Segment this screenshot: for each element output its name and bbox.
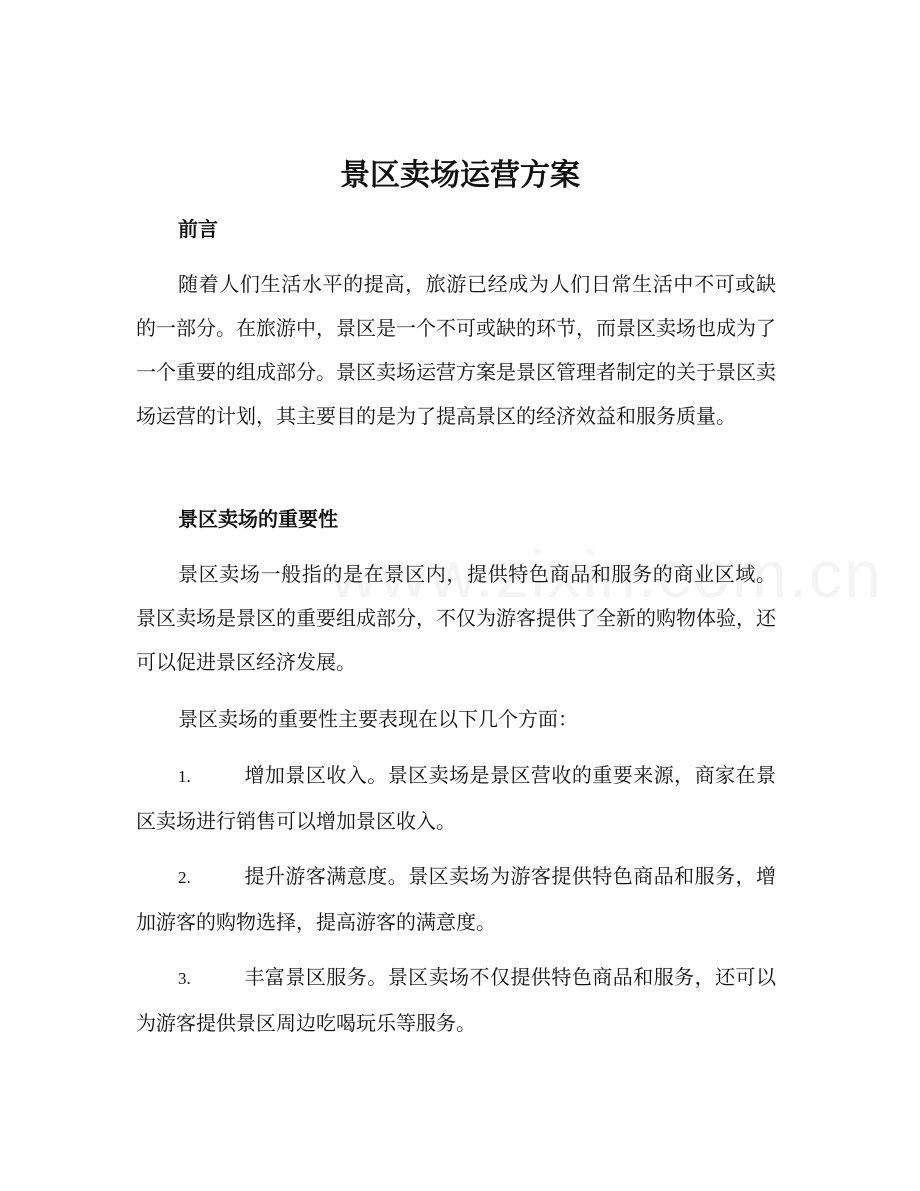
list-text: 增加景区收入。景区卖场是景区营收的重要来源，商家在景区卖场进行销售可以增加景区收入。: [136, 763, 776, 833]
list-number: 3.: [178, 969, 191, 988]
list-item: [136, 854, 776, 944]
section-heading-importance: 景区卖场的重要性: [178, 507, 338, 531]
list-item: [136, 955, 776, 1045]
importance-intro: 景区卖场的重要性主要表现在以下几个方面：: [178, 707, 578, 731]
list-number: 2.: [178, 868, 191, 887]
importance-paragraph: 景区卖场一般指的是在景区内，提供特色商品和服务的商业区域。景区卖场是景区的重要组成部分，不仅为游客提供了全新的购物体验，还可以促进景区经济发展。: [136, 562, 776, 674]
preface-paragraph: 随着人们生活水平的提高，旅游已经成为人们日常生活中不可或缺的一部分。在旅游中，景区是一个不可或缺的环节，而景区卖场也成为了一个重要的组成部分。景区卖场运营方案是景区管理者制定的关于景区卖场运营的计划，其主要目的是为了提高景区的经济效益和服务质量。: [136, 272, 776, 428]
section-heading-preface: 前言: [178, 217, 218, 241]
document-title: 景区卖场运营方案: [340, 158, 580, 193]
list-text: 提升游客满意度。景区卖场为游客提供特色商品和服务，增加游客的购物选择，提高游客的满意度。: [136, 864, 776, 934]
list-item: [136, 753, 776, 843]
list-text: 丰富景区服务。景区卖场不仅提供特色商品和服务，还可以为游客提供景区周边吃喝玩乐等服务。: [136, 965, 776, 1035]
list-number: 1.: [178, 767, 191, 786]
